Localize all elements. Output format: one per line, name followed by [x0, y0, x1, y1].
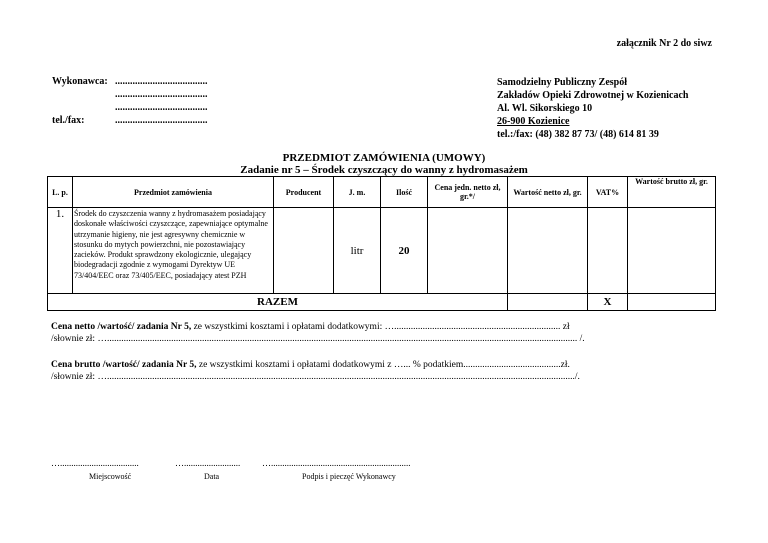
contractor-line-4: ..................................... [115, 115, 208, 126]
document-subtitle: Zadanie nr 5 – Środek czyszczący do wanny z hydromasażem [240, 164, 528, 176]
org-city: 26-900 Kozienice [497, 116, 570, 127]
phone-label: tel./fax: [52, 115, 85, 126]
cell-unit-price[interactable] [428, 208, 508, 294]
signature-dots: ….............................................................. [262, 458, 411, 468]
net-price-label: Cena netto /wartość/ zadania Nr 5, [51, 322, 192, 332]
total-vat: X [588, 294, 628, 311]
header-net-value: Wartość netto zł, gr. [508, 177, 588, 208]
gross-price-text: ze wszystkimi kosztami i opłatami dodatkowymi z …... % podatkiem.........................................zł. [196, 360, 570, 370]
contractor-line-3: ..................................... [115, 102, 208, 113]
cell-subject: Środek do czyszczenia wanny z hydromasażem posiadający doskonałe właściwości czyszczące, zapewniające optymalne utrzymanie higieny, nie jest agresywny chemicznie w stosunku do mytych powierzchni, nie pozostawiający zacieków. Produkt sprawdzony ekologicznie, ulegający biodegradacji zgodnie z wymogami Dyrektyw UE 73/404/EEC oraz 73/405/EEC, posiadający atest PZH [73, 208, 274, 294]
organization-address [497, 76, 689, 141]
document-title: PRZEDMIOT ZAMÓWIENIA (UMOWY) [282, 152, 486, 164]
header-lp: L. p. [48, 177, 73, 208]
header-vat: VAT% [588, 177, 628, 208]
cell-unit: litr [334, 208, 381, 294]
net-price-text: ze wszystkimi kosztami i opłatami dodatkowymi: …...................................................................... zł [191, 322, 570, 332]
header-producer: Producent [274, 177, 334, 208]
gross-price-line [51, 360, 570, 370]
cell-qty: 20 [381, 208, 428, 294]
contractor-label: Wykonawca: [52, 76, 108, 87]
header-qty: Ilość [381, 177, 428, 208]
date-dots: …......................... [175, 458, 241, 468]
header-unit: J. m. [334, 177, 381, 208]
signature-label: Podpis i pieczęć Wykonawcy [302, 472, 396, 481]
annex-label: załącznik Nr 2 do siwz [616, 38, 712, 49]
org-phone: tel.:/fax: (48) 382 87 73/ (48) 614 81 39 [497, 129, 659, 140]
org-name: Samodzielny Publiczny Zespół [497, 77, 628, 88]
total-gross[interactable] [628, 294, 716, 311]
gross-price-words: /słownie zł: …...................................................................................................................................................................................................../. [51, 372, 580, 382]
org-name-2: Zakładów Opieki Zdrowotnej w Kozienicach [497, 90, 689, 101]
cell-net-value[interactable] [508, 208, 588, 294]
cell-gross-value[interactable] [628, 208, 716, 294]
table-row [48, 208, 716, 294]
place-dots: …................................... [51, 458, 139, 468]
contractor-line-1: ..................................... [115, 76, 208, 87]
total-net[interactable] [508, 294, 588, 311]
header-gross-value: Wartość brutto zł, gr. [628, 177, 716, 208]
contractor-line-2: ..................................... [115, 89, 208, 100]
net-price-line [51, 322, 570, 332]
total-label: RAZEM [48, 294, 508, 311]
order-table [47, 176, 716, 311]
cell-producer[interactable] [274, 208, 334, 294]
gross-price-label: Cena brutto /wartość/ zadania Nr 5, [51, 360, 197, 370]
cell-vat[interactable] [588, 208, 628, 294]
table-header-row [48, 177, 716, 208]
cell-lp: 1. [48, 208, 73, 294]
org-street: Al. Wl. Sikorskiego 10 [497, 103, 593, 114]
date-label: Data [204, 472, 220, 481]
header-unit-price: Cena jedn. netto zł, gr.*/ [428, 177, 508, 208]
net-price-words: /słownie zł: …...................................................................................................................................................................................................... /. [51, 334, 585, 344]
header-subject: Przedmiot zamówienia [73, 177, 274, 208]
total-row [48, 294, 716, 311]
place-label: Miejscowość [89, 472, 132, 481]
